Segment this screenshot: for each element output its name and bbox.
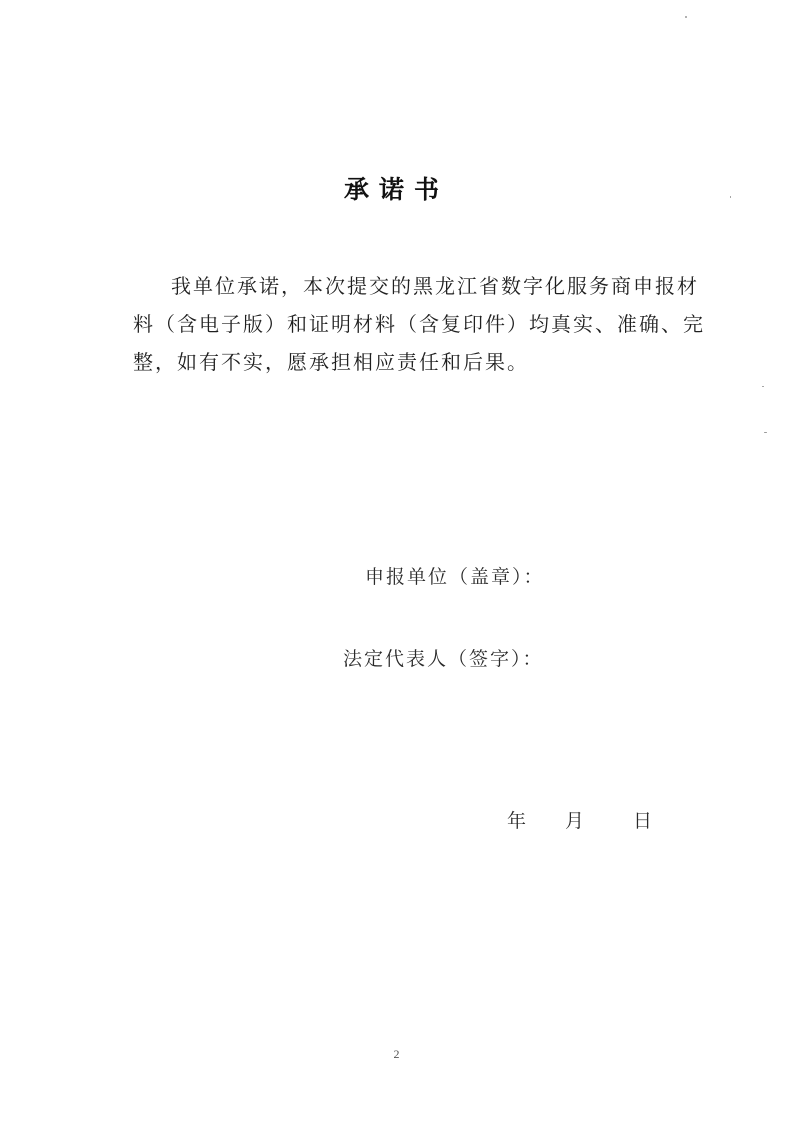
scan-speck xyxy=(762,386,764,387)
date-month-label: 月 xyxy=(565,810,585,832)
applicant-unit-seal-label: 申报单位（盖章）： xyxy=(365,566,545,588)
scan-speck xyxy=(685,16,687,18)
commitment-paragraph xyxy=(133,267,705,381)
date-year-label: 年 xyxy=(507,810,527,832)
scan-speck xyxy=(764,432,767,433)
scan-speck xyxy=(730,196,731,198)
paragraph-line-2: 料（含电子版）和证明材料（含复印件）均真实、准确、完 xyxy=(133,312,705,336)
paragraph-line-1: 我单位承诺，本次提交的黑龙江省数字化服务商申报材 xyxy=(171,274,699,298)
legal-representative-signature-label: 法定代表人（签字）： xyxy=(343,648,544,670)
document-title: 承诺书 xyxy=(343,175,449,204)
paragraph-line-3: 整，如有不实，愿承担相应责任和后果。 xyxy=(133,350,529,374)
date-day-label: 日 xyxy=(633,810,653,832)
page-number: 2 xyxy=(393,1047,400,1061)
